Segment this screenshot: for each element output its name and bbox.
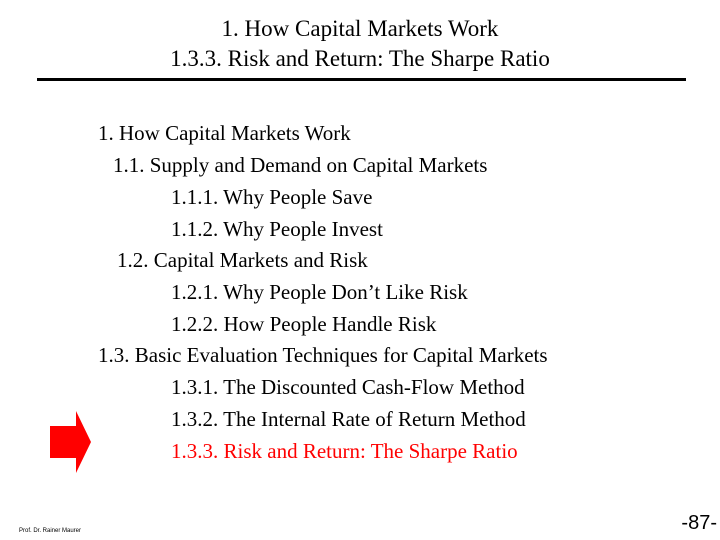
toc-item-1-3-2: 1.3.2. The Internal Rate of Return Method xyxy=(171,407,526,431)
footer-author: Prof. Dr. Rainer Maurer xyxy=(19,528,82,534)
slide-subtitle: 1.3.3. Risk and Return: The Sharpe Ratio xyxy=(170,46,550,71)
toc-item-1-1: 1.1. Supply and Demand on Capital Markets xyxy=(113,153,488,177)
toc-item-1-3-1: 1.3.1. The Discounted Cash-Flow Method xyxy=(171,375,525,399)
toc-item-1-2: 1.2. Capital Markets and Risk xyxy=(117,248,368,272)
red-arrow-icon xyxy=(50,411,91,473)
toc-item-1: 1. How Capital Markets Work xyxy=(98,121,351,145)
slide-header xyxy=(0,14,720,74)
page-number: -87- xyxy=(681,512,717,534)
toc-item-1-2-2: 1.2.2. How People Handle Risk xyxy=(171,312,437,336)
toc-item-1-3-3-current: 1.3.3. Risk and Return: The Sharpe Ratio xyxy=(171,439,518,463)
toc-item-1-1-2: 1.1.2. Why People Invest xyxy=(171,217,383,241)
toc-item-1-3: 1.3. Basic Evaluation Techniques for Capital Markets xyxy=(98,343,548,367)
header-divider xyxy=(37,78,686,81)
slide-title: 1. How Capital Markets Work xyxy=(221,16,499,41)
toc-item-1-1-1: 1.1.1. Why People Save xyxy=(171,185,373,209)
toc-item-1-2-1: 1.2.1. Why People Don’t Like Risk xyxy=(171,280,468,304)
